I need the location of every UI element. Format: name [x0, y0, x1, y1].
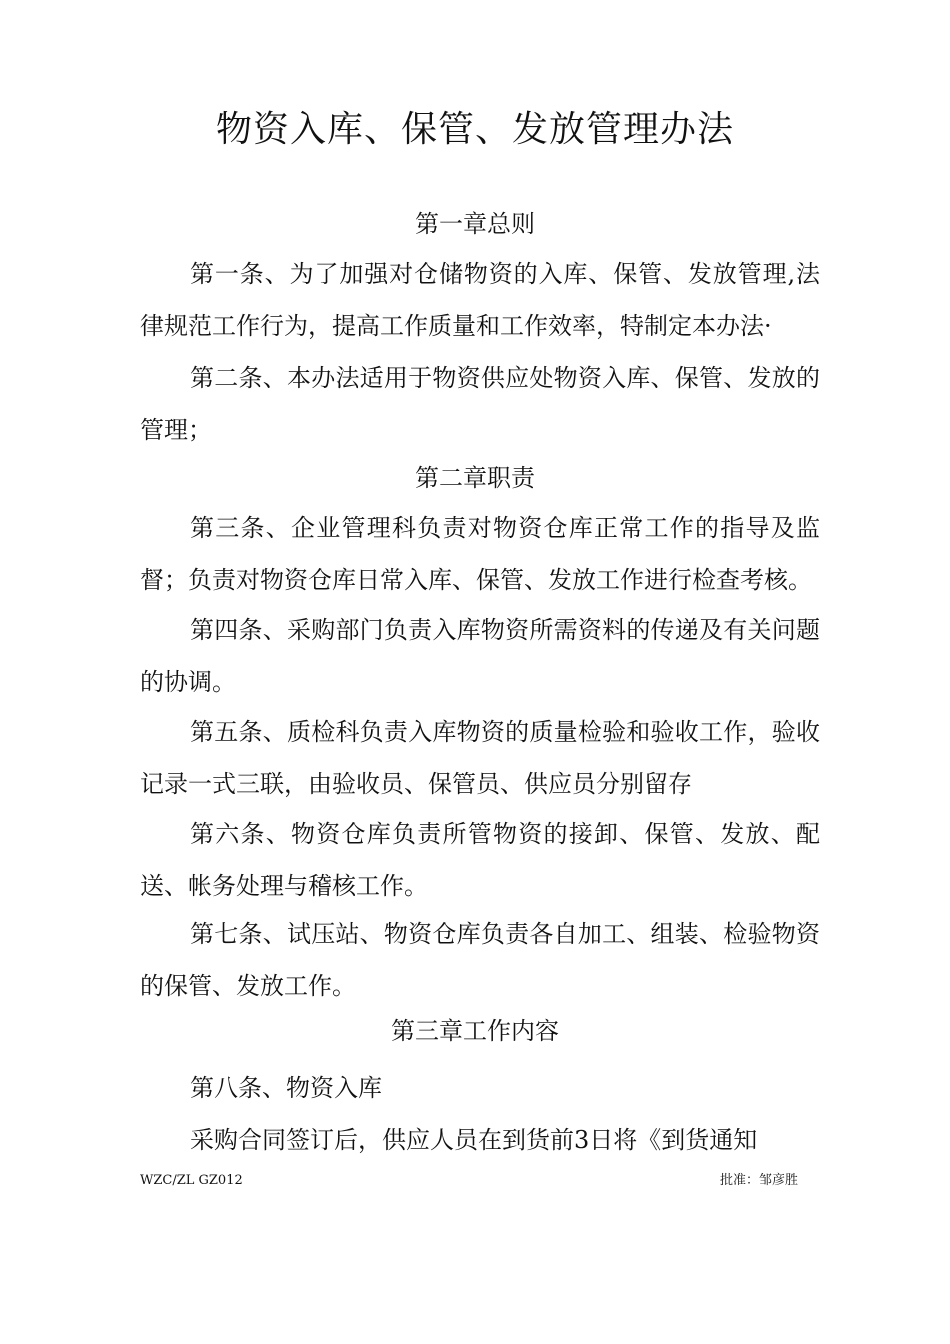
article-8-body: 采购合同签订后，供应人员在到货前3日将《到货通知 [190, 1126, 758, 1154]
article-7: 第七条、试压站、物资仓库负责各自加工、组装、检验物资的保管、发放工作。 [140, 920, 820, 1000]
chapter-heading-2: 第二章职责 [415, 464, 535, 492]
article-1: 第一条、为了加强对仓储物资的入库、保管、发放管理,法律规范工作行为，提高工作质量和工作效率，特制定本办法· [140, 260, 820, 340]
article-6: 第六条、物资仓库负责所管物资的接卸、保管、发放、配送、帐务处理与稽核工作。 [140, 820, 820, 900]
article-8: 第八条、物资入库 [190, 1074, 382, 1102]
article-5: 第五条、质检科负责入库物资的质量检验和验收工作，验收记录一式三联，由验收员、保管员、供应员分别留存 [140, 718, 820, 798]
article-4: 第四条、采购部门负责入库物资所需资料的传递及有关问题的协调。 [140, 616, 820, 696]
article-3: 第三条、企业管理科负责对物资仓库正常工作的指导及监督；负责对物资仓库日常入库、保管、发放工作进行检查考核。 [140, 514, 820, 594]
chapter-heading-1: 第一章总则 [415, 210, 535, 238]
article-2: 第二条、本办法适用于物资供应处物资入库、保管、发放的管理； [140, 364, 820, 444]
chapter-heading-3: 第三章工作内容 [391, 1017, 559, 1045]
document-title: 物资入库、保管、发放管理办法 [215, 109, 734, 150]
footer-doc-code: WZC/ZL GZ012 [140, 1173, 243, 1188]
footer-approval: 批准：邹彦胜 [720, 1173, 799, 1188]
